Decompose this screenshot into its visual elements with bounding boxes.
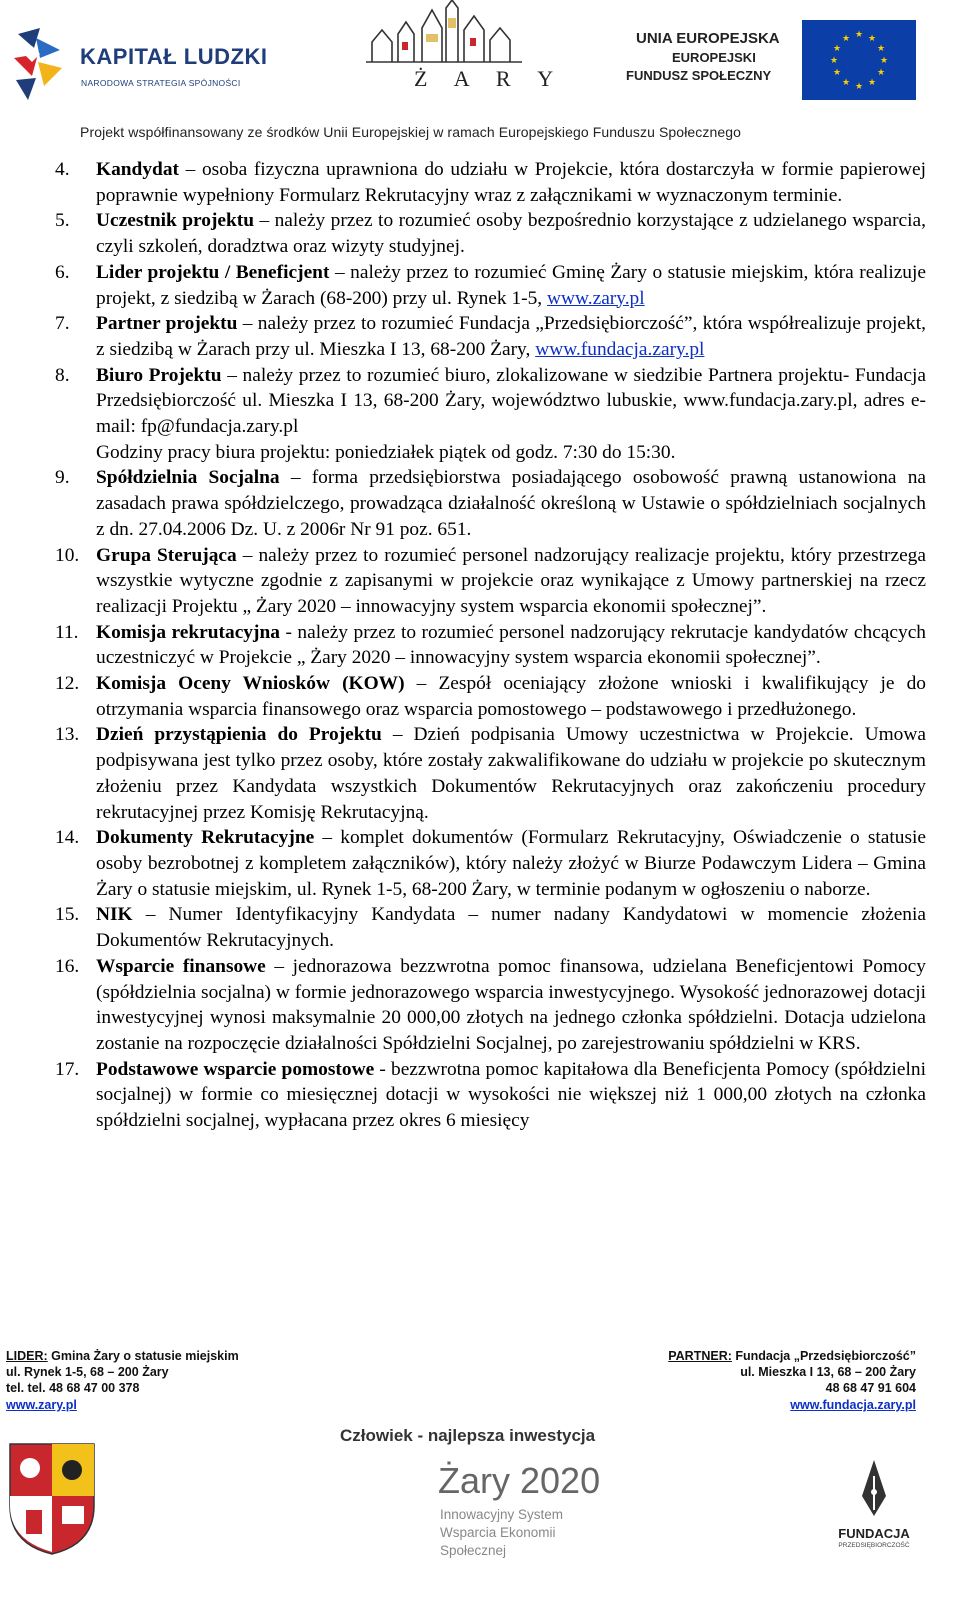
item-text: – należy przez to rozumieć Fundacja „Przedsiębiorczość”, która współrealizuje projekt, z siedzibą w Żarach przy ul. Mieszka I 13, 68-200 Żary, [96,313,926,360]
lider-phone: tel. tel. 48 68 47 00 378 [6,1381,140,1396]
eu-logo [620,16,920,100]
zary-2020-title: Żary 2020 [438,1460,601,1501]
zary-2020-subtitle: Innowacyjny System Wsparcia Ekonomii Społecznej [440,1507,564,1558]
partner-label: PARTNER: [668,1349,732,1363]
item-text: – należy przez to rozumieć osoby bezpośrednio korzystające z udzielanego wsparcia, czyli szkoleń, doradztwa oraz wizyty studyjnej. [96,210,926,258]
definition-item [55,543,926,620]
partner-contact [668,1348,916,1413]
item-term: Komisja rekrutacyjna [96,621,280,643]
item-number: 9. [55,467,70,489]
item-term: Partner projektu [96,313,238,335]
item-term: Biuro Projektu [96,364,222,386]
svg-text:★: ★ [841,78,851,88]
page-footer [0,1340,960,1621]
definition-item [55,722,926,825]
definition-item [55,902,926,953]
item-text: – należy przez to rozumieć biuro, zlokalizowane w siedzibie Partnera projektu- Fundacja Przedsiębiorczość ul. Mieszka I 13, 68-200 Żary, województwo lubuskie, www.fundacja.zary.pl, adres e-mail: fp@fundacja.zary.pl [96,364,926,438]
zary-skyline-icon [362,0,532,70]
office-hours-note: Godziny pracy biura projektu: poniedziałek piątek od godz. 7:30 do 15:30. [96,441,676,463]
item-number: 7. [55,313,70,335]
fundacja-pen-icon [828,1456,920,1524]
definition-item [55,954,926,1057]
item-text: – Numer Identyfikacyjny Kandydata – numer nadany Kandydatowi w momencie złożenia Dokumentów Rekrutacyjnych. [96,904,926,952]
eu-line-1: UNIA EUROPEJSKA [636,30,780,47]
svg-text:★: ★ [876,68,886,78]
definition-item [55,465,926,542]
zary-coat-of-arms-icon [6,1440,98,1556]
definition-item [55,1057,926,1134]
svg-text:★: ★ [832,68,842,78]
item-text: – komplet dokumentów (Formularz Rekrutacyjny, Oświadczenie o statusie osoby bezrobotnej z kompletem załączników), który należy złożyć w Biurze Podawczym Lidera – Gmina Żary o statusie miejskim, ul. Rynek 1-5, 68-200 Żary, w terminie podanym w ogłoszeniu o naborze. [96,827,926,900]
fundacja-subtitle: PRZEDSIĘBIORCZOŚĆ [838,1542,910,1549]
partner-address: ul. Mieszka I 13, 68 – 200 Żary [740,1365,916,1380]
partner-name: Fundacja „Przedsiębiorczość” [731,1349,916,1363]
fundacja-name: FUNDACJA [838,1526,910,1541]
fundacja-logo [828,1456,920,1560]
definition-item [55,825,926,902]
svg-text:★: ★ [867,34,877,44]
item-text: – osoba fizyczna uprawniona do udziału w Projekcie, która dostarczyła w formie papierowej poprawnie wypełniony Formularz Rekrutacyjny wraz z załącznikami w wyznaczonym terminie. [96,159,926,206]
item-text: – należy przez to rozumieć personel nadzorujący realizacje projektu, który przestrzega wszystkie wytyczne zgodnie z zapisanymi w projekcie oraz wynikające z Umowy partnerskiej na rzecz realizacji Projektu „ Żary 2020 – innowacyjny system wsparcia ekonomii społecznej”. [96,544,926,617]
kapital-ludzki-logo [6,14,266,104]
partner-footer-link[interactable]: www.fundacja.zary.pl [790,1397,916,1412]
item-text: – Zespół oceniający złożone wnioski i kwalifikujący je do otrzymania wsparcia finansowego oraz wsparcia pomostowego – podstawowego i przedłużonego. [96,673,927,720]
definition-item [55,671,926,722]
slogan: Człowiek - najlepsza inwestycja [340,1426,596,1445]
svg-text:★: ★ [829,56,839,66]
definition-item [55,311,926,362]
page-header [0,0,960,150]
item-term: Kandydat [96,159,179,180]
item-text: – jednorazowa bezzwrotna pomoc finansowa, udzielana Beneficjentowi Pomocy (spółdzielnia socjalna) w formie jednorazowego wsparcia inwestycyjnego. Wysokość jednorazowej dotacji inwestycyjnej wynosi maksymalnie 20 000,00 złotych na jednego członka spółdzielni. Dotacja udzielona zostanie na rozpoczęcie działalności Spółdzielni Socjalnej, po zarejestrowaniu spółdzielni w KRS. [96,955,926,1054]
item-number: 13. [55,724,80,746]
kapital-ludzki-subtitle: NARODOWA STRATEGIA SPÓJNOŚCI [81,78,241,88]
kapital-ludzki-title: KAPITAŁ LUDZKI [80,44,268,69]
definition-item [55,157,926,208]
item-text: - bezzwrotna pomoc kapitałowa dla Beneficjenta Pomocy (spółdzielni socjalnej) w formie co miesięcznej dotacji w wysokości nie większej niż 1 000,00 złotych na członka spółdzielni socjalnej, wypłacana przez okres 6 miesięcy [96,1058,926,1132]
lider-website-link[interactable]: www.zary.pl [546,287,645,309]
eu-line-3: FUNDUSZ SPOŁECZNY [626,68,772,83]
item-term: Grupa Sterująca [96,544,237,566]
definitions-list [55,157,926,1134]
item-term: Lider projektu / Beneficjent [96,261,330,283]
svg-text:★: ★ [867,78,877,88]
item-number: 5. [55,210,70,232]
item-term: Uczestnik projektu [96,210,255,232]
svg-text:★: ★ [841,34,851,44]
definition-item [55,363,926,466]
partner-phone: 48 68 47 91 604 [825,1381,916,1396]
item-term: Podstawowe wsparcie pomostowe [96,1058,375,1080]
lider-label: LIDER: [6,1349,48,1363]
eu-line-2: EUROPEJSKI [672,50,756,65]
item-term: Dokumenty Rekrutacyjne [96,827,315,849]
lider-footer-link[interactable]: www.zary.pl [6,1397,77,1412]
definition-item [55,620,926,671]
item-number: 12. [55,673,80,695]
item-number: 15. [55,904,80,926]
kapital-ludzki-star-icon [10,24,66,102]
definition-item [55,260,926,311]
lider-address: ul. Rynek 1-5, 68 – 200 Żary [6,1365,169,1380]
item-number: 10. [55,544,80,566]
item-term: Dzień przystąpienia do Projektu [96,724,382,746]
svg-text:★: ★ [879,56,889,66]
svg-text:★: ★ [832,44,842,54]
item-term: Komisja Oceny Wniosków (KOW) [96,673,405,695]
lider-name: Gmina Żary o statusie miejskim [47,1349,239,1363]
svg-text:★: ★ [854,82,864,92]
svg-text:★: ★ [854,30,864,40]
item-text: – Dzień podpisania Umowy uczestnictwa w Projekcie. Umowa podpisywana jest tylko przez osoby, które zostały zakwalifikowane do udziału w projekcie po skutecznym złożeniu przez Kandydata wszystkich Dokumentów Rekrutacyjnych oraz zakończeniu procedury rekrutacyjnej przez Komisję Rekrutacyjną. [96,724,926,823]
zary-city-logo [362,0,565,104]
zary-logo-text: Ż A R Y [414,66,565,91]
item-number: 11. [55,621,79,643]
partner-website-link[interactable]: www.fundacja.zary.pl [535,338,705,360]
definition-item [55,208,926,259]
item-number: 16. [55,955,80,977]
item-term: Wsparcie finansowe [96,955,266,977]
item-text: – należy przez to rozumieć Gminę Żary o statusie miejskim, która realizuje projekt, z siedzibą w Żarach (68-200) przy ul. Rynek 1-5, [96,261,926,309]
eu-flag-icon [802,20,916,100]
svg-text:★: ★ [876,44,886,54]
item-number: 17. [55,1058,80,1080]
item-number: 14. [55,827,80,849]
item-number: 6. [55,261,70,283]
item-text: – forma przedsiębiorstwa posiadającego osobowość prawną ustanowiona na zasadach prawa spółdzielczego, prowadząca działalność określoną w Ustawie o spółdzielniach socjalnych z dn. 27.04.2006 Dz. U. z 2006r Nr 91 poz. 651. [96,467,926,540]
cofinancing-note: Projekt współfinansowany ze środków Unii Europejskiej w ramach Europejskiego Funduszu Społecznego [80,124,742,140]
item-term: Spółdzielnia Socjalna [96,467,280,489]
lider-contact [6,1348,239,1413]
item-number: 8. [55,364,70,386]
item-text: - należy przez to rozumieć personel nadzorujący rekrutacje kandydatów chcących uczestniczyć w Projekcie „ Żary 2020 – innowacyjny system wsparcia ekonomii społecznej”. [96,621,927,669]
zary-2020-logo [438,1460,638,1610]
item-term: NIK [96,904,133,926]
item-number: 4. [55,159,70,180]
